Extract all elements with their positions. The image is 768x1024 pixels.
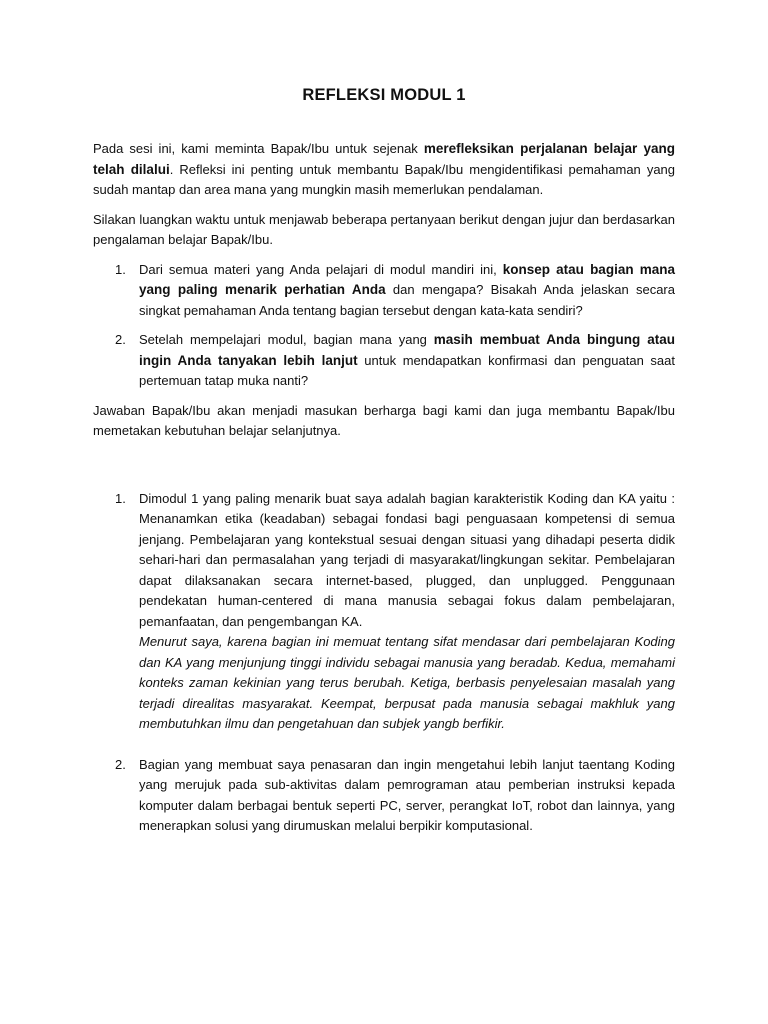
answer-text: Dimodul 1 yang paling menarik buat saya adalah bagian karakteristik Koding dan KA yaitu : Menanamkan etika (keadaban) sebagai fondasi bagi penguasaan kompetensi di semua jenjang. Pembelajaran yang kontekstual sesuai dengan situasi yang dihadapi peserta didik sehari-hari dan permasalahan yang terjadi di masyarakat/lingkungan sekitar. Pembelajaran dapat dilaksanakan secara internet-based, plugged, dan unplugged. Penggunaan pendekatan human-centered di mana manusia sebagai fokus dalam pembelajaran, pemanfaatan, dan pengembangan KA. [139,490,675,629]
answer-text: Bagian yang membuat saya penasaran dan ingin mengetahui lebih lanjut taentang Koding yang merujuk pada sub-aktivitas dalam pemrograman atau pemberian instruksi kepada komputer dalam berbagai bentuk seperti PC, server, perangkat IoT, robot dan lainnya, yang menerapkan solusi yang dirumuskan melalui berpikir komputasional. [139,756,675,833]
section-spacer [93,451,675,489]
question-number: 2. [115,332,126,347]
question-bold-text: konsep atau bagian mana yang paling menarik perhatian Anda [139,261,675,297]
answer-italic-text: Menurut saya, karena bagian ini memuat tentang sifat mendasar dari pembelajaran Koding dan KA yang menjunjung tinggi individu sebagai manusia yang beradab. Kedua, memahami konteks zaman kekinian yang terus berubah. Ketiga, berbasis penyelesaian masalah yang terjadi direalitas masyarakat. Keempat, berpusat pada manusia sebagai makhluk yang membutuhkan ilmu dan pengetahuan dan subjek yangb berfikir. [139,634,675,731]
document-content [93,86,675,837]
instruction-paragraph: Silakan luangkan waktu untuk menjawab beberapa pertanyaan berikut dengan jujur dan berdasarkan pengalaman belajar Bapak/Ibu. [93,211,675,247]
question-list [93,260,675,392]
closing-paragraph: Jawaban Bapak/Ibu akan menjadi masukan berharga bagi kami dan juga membantu Bapak/Ibu memetakan kebutuhan belajar selanjutnya. [93,402,675,438]
question-text-part1: Dari semua materi yang Anda pelajari di modul mandiri ini, [139,261,503,277]
intro-text-part2: . Refleksi ini penting untuk membantu Bapak/Ibu mengidentifikasi pemahaman yang sudah mantap dan area mana yang mungkin masih memerlukan pendalaman. [93,161,676,197]
page-title: REFLEKSI MODUL 1 [302,86,466,104]
answer-item [93,489,675,735]
question-text-part1: Setelah mempelajari modul, bagian mana yang [139,332,434,347]
question-bold-text: masih membuat Anda bingung atau ingin Anda tanyakan lebih lanjut [139,332,675,368]
question-text-part2: dan mengapa? Bisakah Anda jelaskan secara singkat pemahaman Anda tentang bagian tersebut dengan kata-kata sendiri? [139,282,675,318]
answer-list [93,489,675,837]
question-text-part2: untuk mendapatkan konfirmasi dan penguatan saat pertemuan tatap muka nanti? [139,352,676,388]
answer-item [93,755,675,837]
intro-paragraph [93,139,675,201]
intro-text-part1: Pada sesi ini, kami meminta Bapak/Ibu untuk sejenak [93,141,424,156]
answer-number: 2. [115,756,126,772]
question-number: 1. [115,261,126,277]
intro-bold-text: merefleksikan perjalanan belajar yang telah dilalui [93,141,675,177]
question-item [93,330,675,392]
answer-number: 1. [115,490,126,506]
question-item [93,260,675,322]
